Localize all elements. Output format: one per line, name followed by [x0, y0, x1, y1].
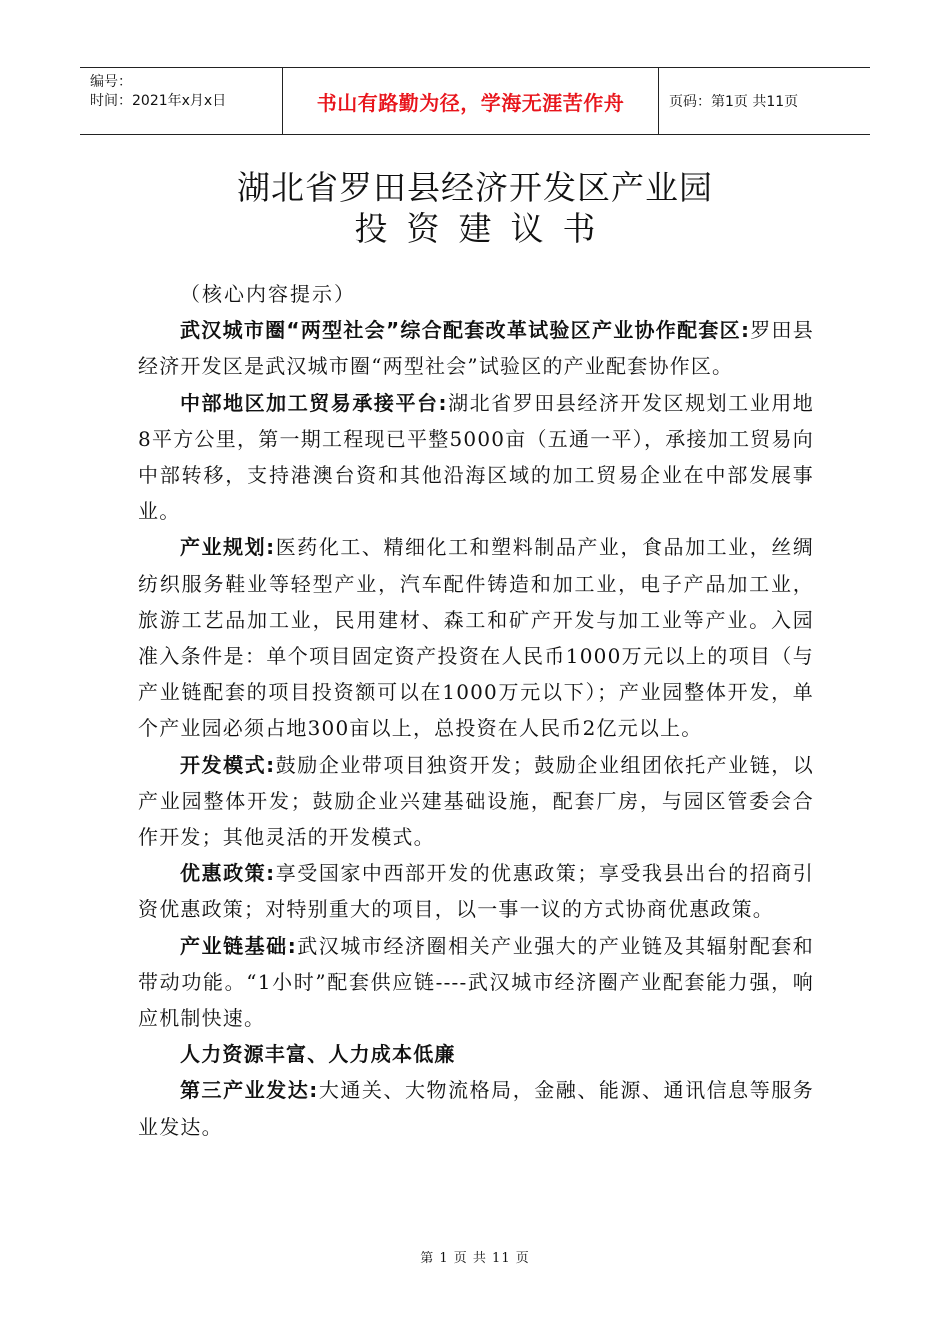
section-body: 武汉城市经济圈相关产业强大的产业链及其辐射配套和带动功能。“1小时”配套供应链----武汉城市经济圈产业配套能力强，响应机制快速。	[138, 933, 814, 1031]
section-heading: 产业规划:	[180, 535, 276, 560]
section-heading: 开发模式:	[180, 752, 276, 777]
section-body: 罗田县经济开发区是武汉城市圈“两型社会”试验区的产业配套协作区。	[138, 318, 814, 379]
section-heading: 武汉城市圈“两型社会”综合配套改革试验区产业协作配套区:	[180, 318, 751, 343]
page-header	[80, 67, 870, 135]
header-meta	[80, 68, 282, 134]
section-heading: 产业链基础:	[180, 933, 297, 958]
section-body: 大通关、大物流格局，金融、能源、通讯信息等服务业发达。	[138, 1078, 814, 1139]
header-motto: 书山有路勤为径，学海无涯苦作舟	[282, 68, 659, 134]
section-paragraph	[138, 928, 814, 1037]
code-label: 编号：	[90, 74, 132, 90]
section-heading: 人力资源丰富、人力成本低廉	[180, 1042, 456, 1067]
section-body: 鼓励企业带项目独资开发；鼓励企业组团依托产业链，以产业园整体开发；鼓励企业兴建基础设施，配套厂房，与园区管委会合作开发；其他灵活的开发模式。	[138, 752, 815, 850]
time-label: 时间：2021年x月x日	[90, 93, 227, 109]
section-body: 湖北省罗田县经济开发区规划工业用地8平方公里，第一期工程现已平整5000亩（五通一平），承接加工贸易向中部转移，支持港澳台资和其他沿海区域的加工贸易企业在中部发展事业。	[138, 390, 814, 524]
section-heading: 中部地区加工贸易承接平台:	[180, 390, 448, 415]
document-title: 湖北省罗田县经济开发区产业园	[237, 168, 713, 207]
section-body: 医药化工、精细化工和塑料制品产业，食品加工业，丝绸纺织服务鞋业等轻型产业，汽车配件铸造和加工业，电子产品加工业，旅游工艺品加工业，民用建材、森工和矿产开发与加工业等产业。入园准入条件是：单个项目固定资产投资在人民币1000万元以上的项目（与产业链配套的项目投资额可以在1000万元以下）；产业园整体开发，单个产业园必须占地300亩以上，总投资在人民币2亿元以上。	[138, 535, 815, 741]
page-footer: 第 1 页 共 11 页	[420, 1251, 530, 1266]
section-paragraph	[138, 855, 814, 927]
section-heading: 第三产业发达:	[180, 1078, 319, 1103]
section-paragraph	[138, 1072, 814, 1144]
section-paragraph	[138, 1036, 814, 1072]
document-subtitle: 投资建议书	[354, 209, 615, 248]
section-paragraph	[138, 747, 814, 856]
section-paragraph	[138, 385, 814, 530]
document-body	[138, 276, 814, 1145]
section-body: 享受国家中西部开发的优惠政策；享受我县出台的招商引资优惠政策；对特别重大的项目，以一事一议的方式协商优惠政策。	[138, 861, 815, 922]
header-page-info: 页码：第1页 共11页	[669, 94, 799, 110]
section-paragraph	[138, 529, 814, 746]
section-paragraph	[138, 312, 814, 384]
content-hint: （核心内容提示）	[180, 282, 356, 306]
section-heading: 优惠政策:	[180, 861, 276, 886]
